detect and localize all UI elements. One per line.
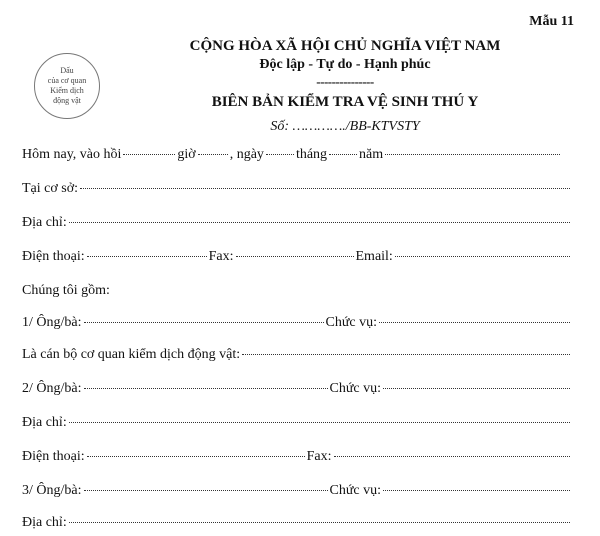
document-title: BIÊN BẢN KIỂM TRA VỆ SINH THÚ Y [211,94,479,110]
address-field[interactable] [69,222,570,223]
person2-position-field[interactable] [383,388,570,389]
stamp-text: Dấu [60,66,74,75]
facility-field[interactable] [80,188,570,189]
stamp-text: động vật [53,96,81,105]
fax-field[interactable] [236,256,354,257]
label: Fax: [208,249,234,264]
label: 2/ Ông/bà: [22,381,82,396]
separator: --------------- [316,74,374,89]
line-contact [22,248,572,266]
email-field[interactable] [395,256,570,257]
stamp-text: Kiểm dịch [50,86,84,95]
stamp-placeholder [34,53,100,119]
hour-field[interactable] [123,154,175,155]
line-address [22,214,572,232]
motto: Độc lập - Tự do - Hạnh phúc [259,57,431,72]
label: Chức vụ: [329,483,382,498]
phone-field[interactable] [87,256,207,257]
person3-position-field[interactable] [383,490,570,491]
line-person2-contact [22,448,572,466]
person2-name-field[interactable] [84,388,328,389]
line-person3-address [22,514,572,532]
person2-phone-field[interactable] [87,456,305,457]
label: Fax: [306,449,332,464]
person3-name-field[interactable] [84,490,328,491]
line-person3 [22,482,572,500]
label: Chức vụ: [329,381,382,396]
day-field[interactable] [266,154,294,155]
label: Địa chỉ: [22,515,67,530]
country-heading: CỘNG HÒA XÃ HỘI CHỦ NGHĨA VIỆT NAM [189,38,501,54]
label: Hôm nay, vào hồi [22,147,122,162]
month-field[interactable] [329,154,357,155]
line-person2 [22,380,572,398]
line-officer [22,346,572,364]
label: Điện thoại: [22,449,85,464]
label: Chức vụ: [325,315,378,330]
document-number: Số: …………./BB-KTVSTY [270,119,420,134]
label: Địa chỉ: [22,215,67,230]
officer-field[interactable] [242,354,570,355]
label: Điện thoại: [22,249,85,264]
minute-field[interactable] [198,154,228,155]
label: 3/ Ông/bà: [22,483,82,498]
stamp-text: của cơ quan [47,76,87,85]
person1-name-field[interactable] [84,322,324,323]
form-code: Mẫu 11 [529,14,574,29]
line-facility [22,180,572,198]
line-person1 [22,314,572,332]
person3-address-field[interactable] [69,522,570,523]
label: 1/ Ông/bà: [22,315,82,330]
label: Chúng tôi gồm: [22,283,110,298]
line-we-include [22,282,572,300]
label: giờ [177,147,196,162]
label: năm [359,147,384,162]
person2-fax-field[interactable] [334,456,571,457]
label: Địa chỉ: [22,415,67,430]
label: Tại cơ sở: [22,181,79,196]
line-person2-address [22,414,572,432]
year-field[interactable] [385,154,560,155]
label: , ngày [229,147,264,162]
label: Là cán bộ cơ quan kiểm dịch động vật: [22,347,241,362]
person1-position-field[interactable] [379,322,570,323]
line-datetime [22,146,562,164]
person2-address-field[interactable] [69,422,570,423]
label: tháng [295,147,328,162]
label: Email: [355,249,393,264]
